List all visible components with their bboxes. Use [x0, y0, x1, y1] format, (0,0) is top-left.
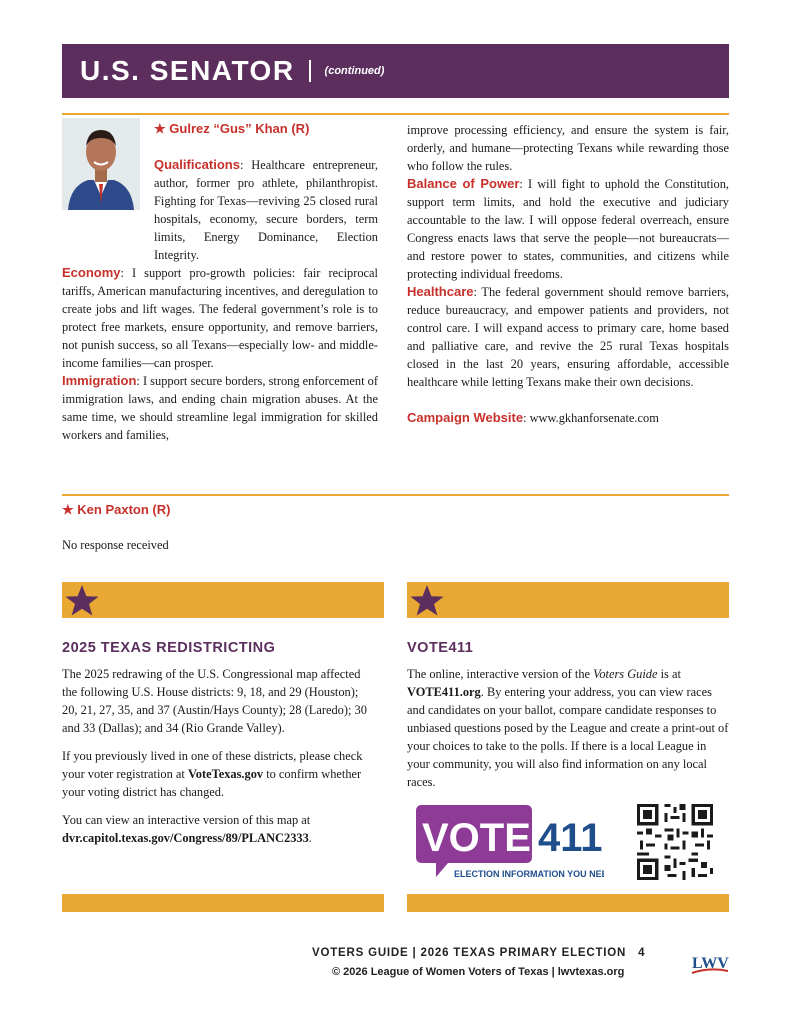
footer-guide-title: VOTERS GUIDE | 2026 TEXAS PRIMARY ELECTION: [312, 947, 627, 959]
lwv-logo-text: LWV: [692, 955, 729, 972]
p3-post: .: [308, 831, 312, 845]
redistricting-p2: [62, 747, 372, 801]
candidate2-response: No response received: [62, 538, 169, 552]
mid-rule: [62, 494, 729, 496]
p3-pre: You can view an interactive version of this map at: [62, 813, 311, 827]
healthcare-label: Healthcare: [407, 284, 474, 299]
candidate2-name: Ken Paxton (R): [77, 502, 171, 517]
candidate1-immigration: [62, 372, 378, 444]
section-header: [62, 44, 729, 98]
redistricting-footer-band: [62, 894, 384, 912]
qualifications-text: : Healthcare entrepreneur, author, former pro athlete, philanthropist. Fighting for Texas—reviving 25 closed rural hospitals, economy, secure borders, term limits, Energy Dominance, Election Integrity.: [154, 158, 378, 262]
header-subtitle: (continued): [324, 65, 385, 77]
candidate1-balance-of-power: [407, 175, 729, 283]
p2-post: to confirm whether your voting district has changed.: [62, 767, 362, 799]
map-link[interactable]: dvr.capitol.texas.gov/Congress/89/PLANC2333: [62, 831, 309, 845]
website-label: Campaign Website: [407, 410, 524, 425]
vote411-link[interactable]: VOTE411.org: [407, 685, 481, 699]
immigration-text: : I support secure borders, strong enforcement of immigration laws, and ending chain migration abuses. At the same time, we should streamline legal immigration for skilled workers and families,: [62, 374, 378, 442]
vote411-logo[interactable]: [414, 805, 604, 881]
candidate1-name-line: [154, 120, 378, 138]
immigration-continued: improve processing efficiency, and ensure the system is fair, orderly, and humane—protecting Texans while rewarding those who follow the rules.: [407, 123, 729, 173]
redistricting-body: [62, 665, 372, 857]
candidate1-economy: [62, 264, 378, 372]
num-411-text: 411: [538, 816, 603, 860]
redistricting-p1: The 2025 redrawing of the U.S. Congressional map affected the following U.S. House districts: 9, 18, and 29 (Houston); 20, 21, 27, 35, and 37 (Austin/Hays County); 28 (Laredo); 30 and 33 (Dallas); and 34 (Rio Grande Valley).: [62, 667, 367, 735]
healthcare-text: : The federal government should remove barriers, reduce bureaucracy, and empower patients and providers, not control care. I will expand access to primary care, home based and palliative care, and revive the 25 rural Texas hospitals closed in the last 20 years, ensuring affordable, accessible healthcare while letting Texans make their own decisions.: [407, 285, 729, 389]
star-icon: [409, 584, 445, 616]
votetexas-link[interactable]: VoteTexas.gov: [187, 767, 264, 781]
logo-tagline: ELECTION INFORMATION YOU NEED: [454, 869, 604, 879]
vote411-t5: . By entering your address, you can view races and candidates on your ballot, compare candidate responses to unbiased questions posed by the League and create a print-out of your choices to take to the polls. If there is a local League in your community, you will also find information on any local races.: [407, 685, 729, 789]
balance-text: : I will fight to uphold the Constitution, support term limits, and hold the executive and judiciary accountable to the law. I will oppose federal overreach, ensure Congress enacts laws that serve the people—not bureaucrats—and restore power to states, communities, and citizens while protecting individual freedoms.: [407, 177, 730, 281]
redistricting-p3: [62, 811, 372, 847]
p2-pre: If you previously lived in one of these districts, please check your voter registration at: [62, 749, 363, 781]
candidate1-name: Gulrez “Gus” Khan (R): [169, 121, 310, 136]
vote-text: VOTE: [422, 816, 531, 860]
footer-line2: © 2026 League of Women Voters of Texas | lwvtexas.org: [332, 966, 625, 978]
vote411-body: [407, 665, 729, 801]
balance-label: Balance of Power: [407, 176, 520, 191]
star-icon: ★: [62, 502, 78, 517]
vote411-text: [407, 665, 729, 791]
header-divider: [309, 60, 311, 82]
immigration-label: Immigration: [62, 373, 137, 388]
vote411-t2: Voters Guide: [593, 667, 658, 681]
candidate2-name-line: [62, 502, 170, 518]
candidate1-qualifications: [154, 156, 378, 264]
footer-line1: [312, 947, 645, 959]
candidate1-right-column: [407, 121, 729, 427]
qr-code[interactable]: [637, 804, 713, 880]
vote411-title: VOTE411: [407, 640, 474, 656]
top-rule: [62, 113, 729, 115]
vote411-t3: is at: [657, 667, 681, 681]
candidate1-left-column: [62, 120, 378, 444]
vote411-footer-band: [407, 894, 729, 912]
lwv-logo: [690, 951, 730, 986]
redistricting-title: 2025 TEXAS REDISTRICTING: [62, 640, 276, 656]
page-number: 4: [638, 947, 646, 959]
redistricting-band: [62, 582, 384, 618]
candidate1-healthcare: [407, 283, 729, 391]
star-icon: [64, 584, 100, 616]
vote411-band: [407, 582, 729, 618]
website-link[interactable]: : www.gkhanforsenate.com: [523, 411, 659, 425]
qualifications-label: Qualifications: [154, 157, 240, 172]
star-icon: ★: [154, 121, 170, 136]
economy-text: : I support pro-growth policies: fair reciprocal tariffs, American manufacturing incentives, and deregulation to create jobs and lift wages. The federal government’s role is to protect free markets, ensure opportunity, and remove barriers, not punish success, so all Texans—especially low- and middle-income families—can prosper.: [62, 266, 378, 370]
candidate1-website: [407, 409, 729, 427]
economy-label: Economy: [62, 265, 121, 280]
page-title: U.S. SENATOR: [80, 55, 295, 86]
vote411-t1: The online, interactive version of the: [407, 667, 594, 681]
